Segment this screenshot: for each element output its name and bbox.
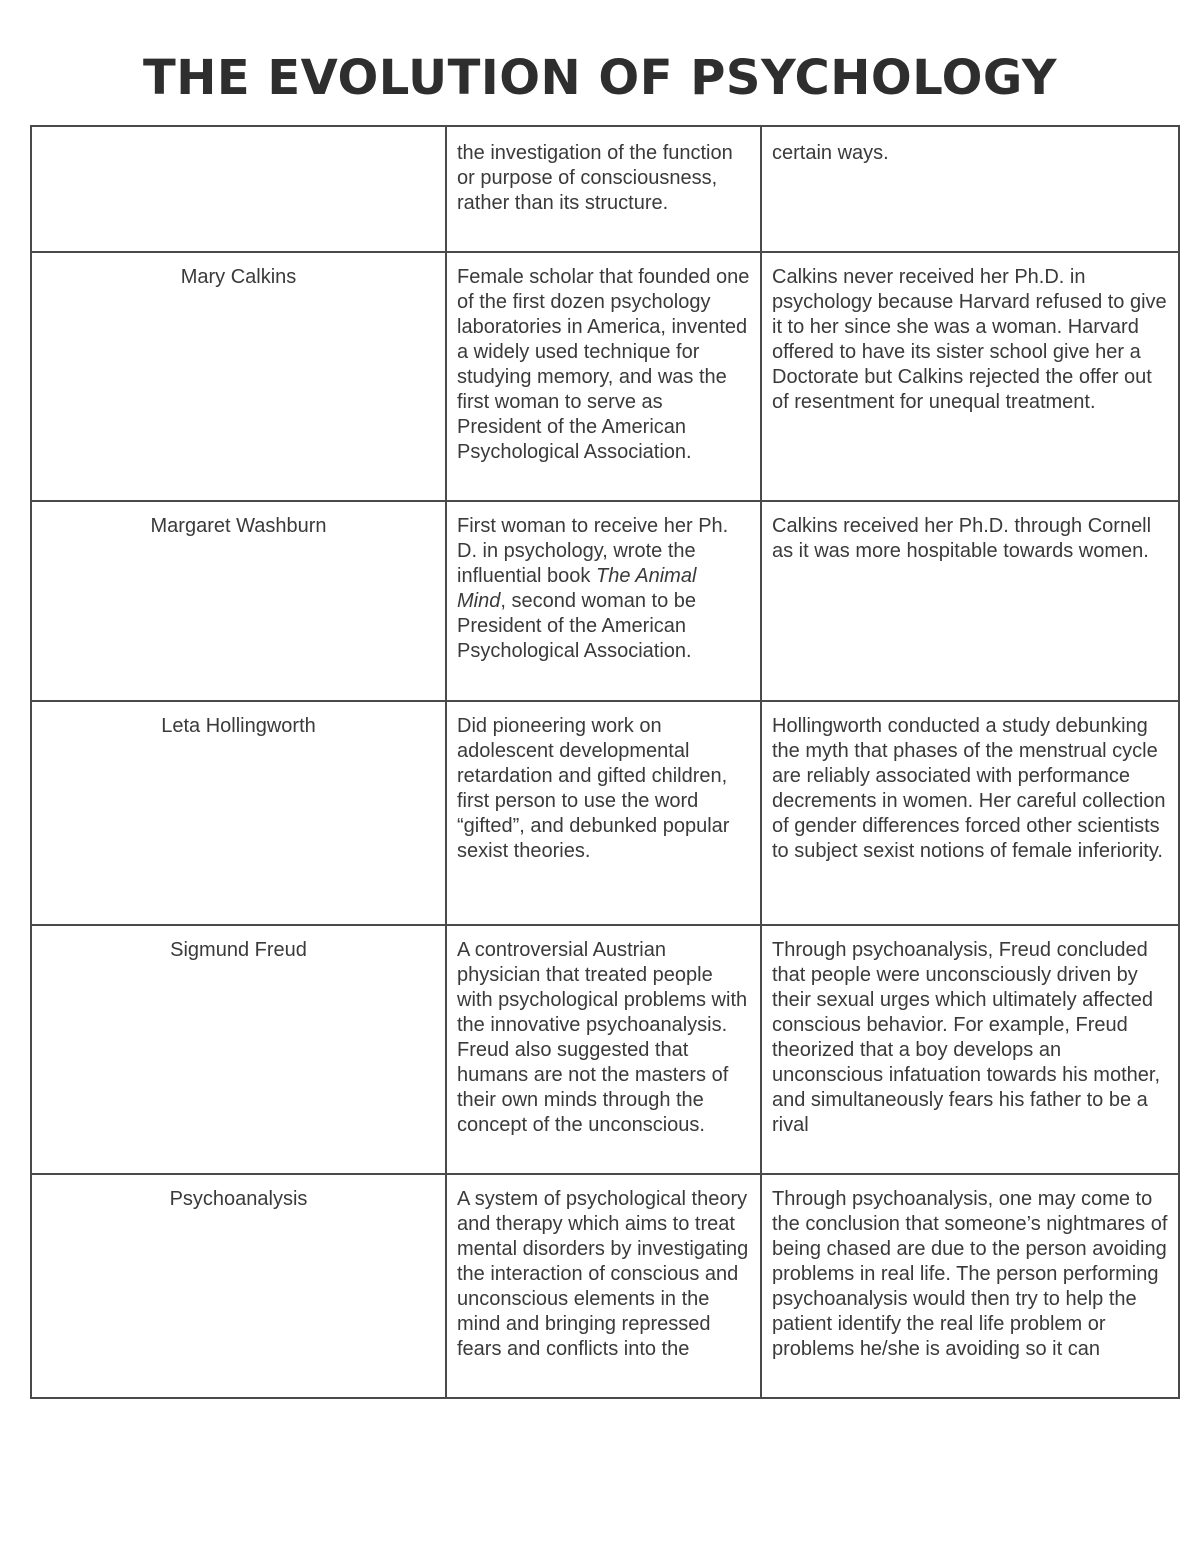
table-row (31, 252, 1179, 501)
example-cell: Through psychoanalysis, one may come to the conclusion that someone’s nightmares of being chased are due to the person avoiding problems in real life. The person performing psychoanalysis would then try to help the patient identify the real life problem or problems he/she is avoiding so it can (761, 1174, 1179, 1398)
example-cell: certain ways. (761, 126, 1179, 252)
example-cell: Calkins received her Ph.D. through Cornell as it was more hospitable towards women. (761, 501, 1179, 701)
name-cell: Margaret Washburn (31, 501, 446, 701)
description-cell: A controversial Austrian physician that treated people with psychological problems with the innovative psychoanalysis. Freud also suggested that humans are not the masters of their own minds through the concept of the unconscious. (446, 925, 761, 1174)
example-cell: Through psychoanalysis, Freud concluded that people were unconsciously driven by their sexual urges which ultimately affected conscious behavior. For example, Freud theorized that a boy develops an unconscious infatuation towards his mother, and simultaneously fears his father to be a rival (761, 925, 1179, 1174)
table-row (31, 1174, 1179, 1398)
description-text: , second woman to be President of the American Psychological Association. (457, 590, 697, 662)
name-cell: Psychoanalysis (31, 1174, 446, 1398)
description-cell: A system of psychological theory and therapy which aims to treat mental disorders by investigating the interaction of conscious and unconscious elements in the mind and bringing repressed fears and conflicts into the (446, 1174, 761, 1398)
book-title: The Animal Mind (457, 565, 697, 612)
psychology-table (30, 125, 1180, 1399)
page-title: THE EVOLUTION OF PSYCHOLOGY (142, 50, 1058, 106)
name-cell: Mary Calkins (31, 252, 446, 501)
name-cell: Sigmund Freud (31, 925, 446, 1174)
example-cell: Calkins never received her Ph.D. in psychology because Harvard refused to give it to her since she was a woman. Harvard offered to have its sister school give her a Doctorate but Calkins rejected the offer out of resentment for unequal treatment. (761, 252, 1179, 501)
description-cell: Female scholar that founded one of the first dozen psychology laboratories in America, invented a widely used technique for studying memory, and was the first woman to serve as President of the American Psychological Association. (446, 252, 761, 501)
description-text: First woman to receive her Ph. D. in psychology, wrote the influential book (457, 515, 729, 587)
name-cell: Leta Hollingworth (31, 701, 446, 925)
description-cell: Did pioneering work on adolescent developmental retardation and gifted children, first person to use the word “gifted”, and debunked popular sexist theories. (446, 701, 761, 925)
table-row (31, 701, 1179, 925)
table-row (31, 925, 1179, 1174)
example-cell: Hollingworth conducted a study debunking the myth that phases of the menstrual cycle are reliably associated with performance decrements in women. Her careful collection of gender differences forced other scientists to subject sexist notions of female inferiority. (761, 701, 1179, 925)
description-cell (446, 501, 761, 701)
description-cell: the investigation of the function or purpose of consciousness, rather than its structure. (446, 126, 761, 252)
name-cell (31, 126, 446, 252)
table-row (31, 501, 1179, 701)
table-row (31, 126, 1179, 252)
